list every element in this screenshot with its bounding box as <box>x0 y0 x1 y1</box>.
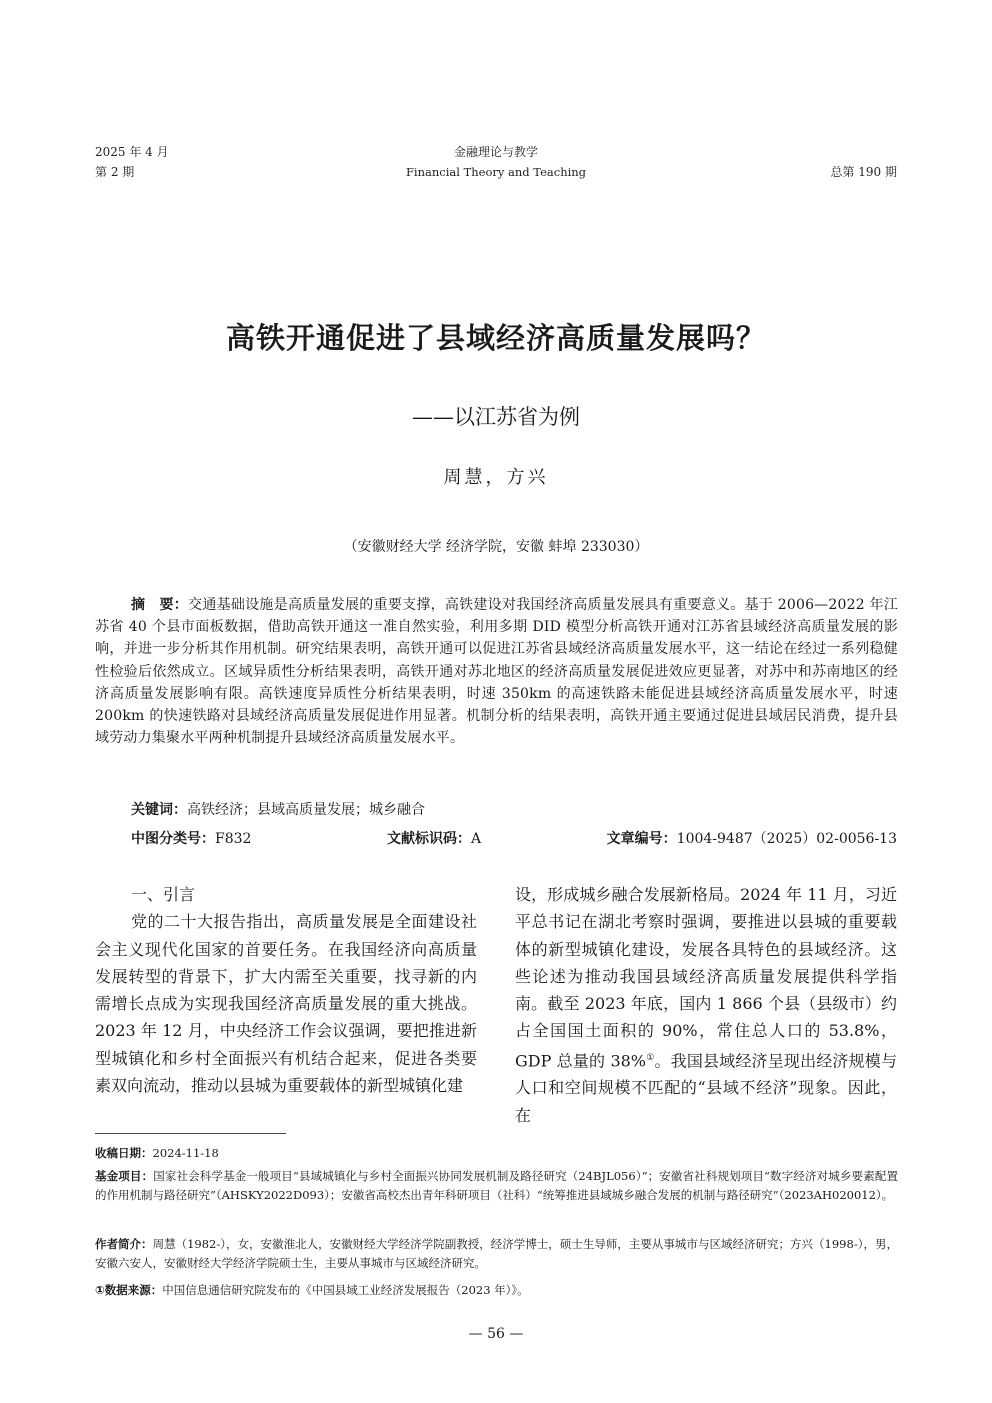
keywords <box>131 799 425 819</box>
doc-value: A <box>471 831 482 847</box>
body-paragraph-left: 党的二十大报告指出，高质量发展是全面建设社会主义现代化国家的首要任务。在我国经济向高质量发展转型的背景下，扩大内需至关重要，找寻新的内需增长点成为实现我国经济高质量发展的重大挑战。2023 年 12 月，中央经济工作会议强调，要把推进新型城镇化和乡村全面振兴有机结合起来，促进各类要素双向流动，推动以县城为重要载体的新型城镇化建 <box>95 912 477 1096</box>
clc-value: F832 <box>215 831 252 847</box>
body-paragraph-right-a: 设，形成城乡融合发展新格局。2024 年 11 月，习近平总书记在湖北考察时强调，要推进以县城的重要载体的新型城镇化建设，发展各具特色的县域经济。这些论述为推动我国县域经济高质量发展提供科学指南。截至 2023 年底，国内 1 866 个县（县级市）约占全国国土面积的 90%，常住总人口的 53.8%，GDP 总量的 38% <box>515 885 897 1071</box>
paper-subtitle: ——以江苏省为例 <box>412 405 580 429</box>
article-number <box>607 828 897 848</box>
clc-number <box>131 828 251 848</box>
abstract <box>95 594 898 749</box>
paper-title: 高铁开通促进了县域经济高质量发展吗？ <box>225 321 766 355</box>
footnote-fund <box>95 1167 898 1205</box>
authors: 周慧，方兴 <box>443 467 549 488</box>
clc-label: 中图分类号： <box>131 831 215 847</box>
abstract-label: 摘 要： <box>131 597 189 613</box>
document-code <box>387 828 481 848</box>
article-value: 1004-9487（2025）02-0056-13 <box>676 831 897 847</box>
left-column <box>95 881 477 1099</box>
right-column <box>515 881 897 1129</box>
header-journal-en: Financial Theory and Teaching <box>405 165 587 179</box>
footnote-source <box>95 1281 898 1300</box>
footnote-received <box>95 1144 898 1163</box>
fund-value: 国家社会科学基金一般项目“县域城镇化与乡村全面振兴协同发展机制及路径研究（24BJL056）”；安徽省社科规划项目“数字经济对城乡要素配置的作用机制与路径研究”（AHSKY2022D093）；安徽省高校杰出青年科研项目（社科）“统筹推进县域城乡融合发展的机制与路径研究”（2023AH020012）。 <box>95 1169 898 1202</box>
author-value: 周慧（1982-），女，安徽淮北人，安徽财经大学经济学院副教授，经济学博士，硕士生导师，主要从事城市与区域经济研究；方兴（1998-），男，安徽六安人，安徽财经大学经济学院硕士生，主要从事城市与区域经济研究。 <box>95 1237 898 1270</box>
keywords-label: 关键词： <box>131 802 187 818</box>
source-value: 中国信息通信研究院发布的《中国县域工业经济发展报告（2023 年）》。 <box>162 1283 529 1297</box>
page-number: — 56 — <box>468 1326 524 1342</box>
author-label: 作者简介： <box>95 1237 153 1251</box>
source-label: ①数据来源： <box>95 1283 163 1297</box>
fund-label: 基金项目： <box>95 1169 154 1183</box>
abstract-text: 交通基础设施是高质量发展的重要支撑，高铁建设对我国经济高质量发展具有重要意义。基于 2006—2022 年江苏省 40 个县市面板数据，借助高铁开通这一准自然实验，利用多期 DID 模型分析高铁开通对江苏省县域经济高质量发展的影响，并进一步分析其作用机制。研究结果表明，高铁开通可以促进江苏省县域经济高质量发展水平，这一结论在经过一系列稳健性检验后依然成立。区域异质性分析结果表明，高铁开通对苏北地区的经济高质量发展促进效应更显著，对苏中和苏南地区的经济高质量发展影响有限。高铁速度异质性分析结果表明，时速 350km 的高速铁路未能促进县域经济高质量发展水平，时速 200km 的快速铁路对县域经济高质量发展促进作用显著。机制分析的结果表明，高铁开通主要通过促进县域居民消费，提升县域劳动力集聚水平两种机制提升县域经济高质量发展水平。 <box>95 597 898 747</box>
body-paragraph-right-b: 。我国县域经济呈现出经济规模与人口和空间规模不匹配的“县域不经济”现象。因此，在 <box>515 1051 897 1125</box>
header-total-issue: 总第 190 期 <box>830 165 897 179</box>
section-heading: 一、引言 <box>131 885 196 904</box>
affiliation: （安徽财经大学 经济学院，安徽 蚌埠 233030） <box>343 539 649 555</box>
footnote-author <box>95 1235 898 1273</box>
header-issue: 第 2 期 <box>95 165 135 179</box>
footnote-marker[interactable]: ① <box>646 1052 655 1063</box>
footnote-divider <box>95 1133 286 1134</box>
doc-label: 文献标识码： <box>387 831 471 847</box>
header-date: 2025 年 4 月 <box>95 145 169 159</box>
received-value: 2024-11-18 <box>152 1146 219 1160</box>
received-label: 收稿日期： <box>95 1146 153 1160</box>
article-label: 文章编号： <box>606 831 677 847</box>
keywords-text: 高铁经济；县域高质量发展；城乡融合 <box>187 802 425 818</box>
header-journal-cn: 金融理论与教学 <box>453 145 538 159</box>
